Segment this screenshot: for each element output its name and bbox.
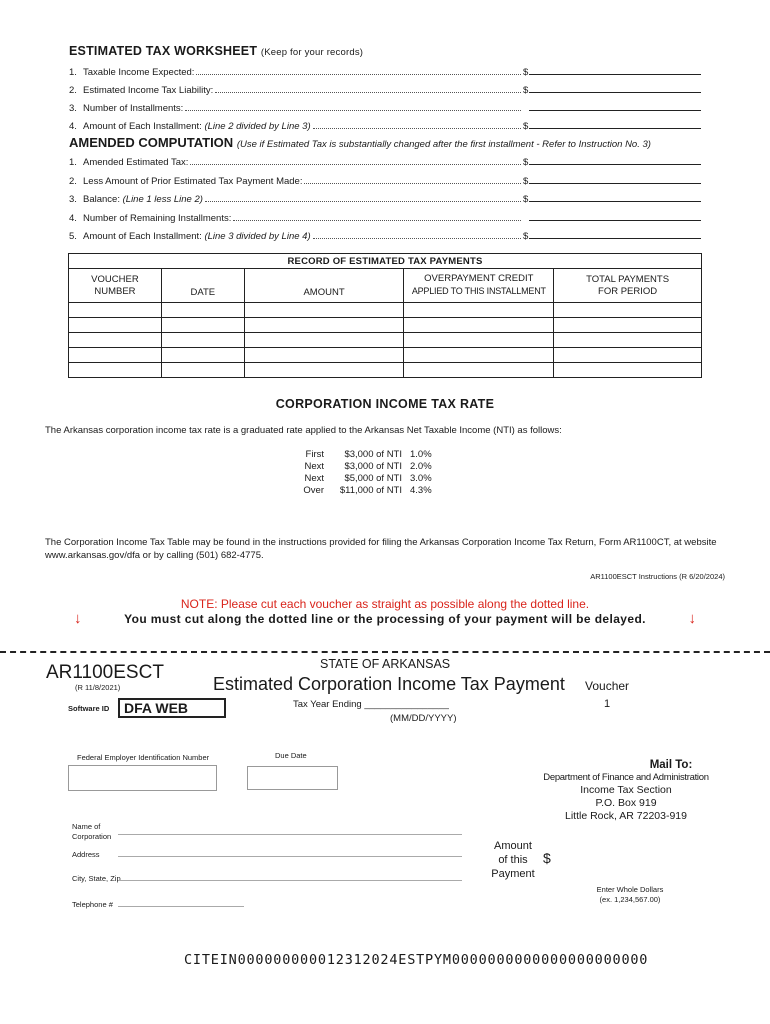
table-cell[interactable] bbox=[404, 303, 554, 318]
leader-dots bbox=[190, 163, 521, 165]
table-cell[interactable] bbox=[161, 303, 244, 318]
table-cell[interactable] bbox=[69, 333, 162, 348]
amount-label-3: Payment bbox=[491, 868, 535, 880]
worksheet-line bbox=[69, 173, 701, 187]
cut-warning bbox=[74, 610, 696, 627]
table-cell[interactable] bbox=[554, 363, 702, 378]
rate-section-title: CORPORATION INCOME TAX RATE bbox=[275, 397, 495, 411]
line-label: Number of Installments: bbox=[83, 103, 184, 114]
line-number: 2. bbox=[69, 175, 77, 187]
line-label: Taxable Income Expected: bbox=[83, 67, 195, 78]
table-cell[interactable] bbox=[161, 333, 244, 348]
line-label: Balance: (Line 1 less Line 2) bbox=[83, 194, 203, 205]
rate-table bbox=[300, 449, 452, 497]
rate-tier: Next bbox=[304, 473, 324, 484]
corp-name-label bbox=[72, 822, 111, 842]
arrow-down-icon: ↓ bbox=[688, 610, 696, 627]
due-date-input[interactable] bbox=[247, 766, 338, 790]
line-label: Amount of Each Installment: (Line 2 divided by Line 3) bbox=[83, 121, 311, 132]
table-cell[interactable] bbox=[244, 333, 404, 348]
table-cell[interactable] bbox=[404, 363, 554, 378]
worksheet-line bbox=[69, 191, 701, 205]
worksheet-line bbox=[69, 228, 701, 242]
amended-title bbox=[69, 135, 651, 150]
due-date-label: Due Date bbox=[275, 751, 307, 760]
table-row bbox=[69, 333, 702, 348]
line-number: 4. bbox=[69, 212, 77, 224]
leader-dots bbox=[215, 91, 521, 93]
fein-input[interactable] bbox=[68, 765, 217, 791]
table-cell[interactable] bbox=[69, 303, 162, 318]
line-entry-field[interactable] bbox=[529, 82, 701, 93]
col-date: DATE bbox=[161, 269, 244, 303]
col-amount: AMOUNT bbox=[244, 269, 404, 303]
state-label: STATE OF ARKANSAS bbox=[320, 657, 451, 671]
worksheet-line bbox=[69, 154, 701, 168]
amended-note: (Use if Estimated Tax is substantially changed after the first installment - Refer to Instruction No. 3) bbox=[236, 139, 651, 150]
line-number: 4. bbox=[69, 121, 77, 132]
amount-dollar-sign: $ bbox=[543, 850, 551, 866]
telephone-input[interactable] bbox=[118, 898, 244, 907]
whole-dollars-note bbox=[560, 885, 700, 905]
table-cell[interactable] bbox=[161, 348, 244, 363]
mail-line-section: Income Tax Section bbox=[580, 784, 672, 796]
rate-amount: $3,000 of NTI bbox=[344, 449, 402, 460]
tax-year-format: (MM/DD/YYYY) bbox=[390, 713, 457, 724]
line-label-note: (Line 2 divided by Line 3) bbox=[204, 121, 311, 132]
line-entry-field[interactable] bbox=[529, 173, 701, 184]
record-table bbox=[68, 253, 702, 378]
amount-label bbox=[488, 839, 538, 881]
worksheet-title bbox=[69, 44, 363, 58]
worksheet-line bbox=[69, 118, 701, 132]
leader-dots bbox=[205, 200, 521, 202]
table-row bbox=[69, 318, 702, 333]
tax-year-field[interactable]: ________________ bbox=[364, 699, 449, 710]
dollar-sign: $ bbox=[523, 231, 529, 242]
corp-name-label-1: Name of bbox=[72, 822, 101, 831]
line-number: 3. bbox=[69, 194, 77, 205]
worksheet-note: (Keep for your records) bbox=[260, 47, 364, 58]
table-cell[interactable] bbox=[554, 333, 702, 348]
mail-line-dept: Department of Finance and Administration bbox=[543, 772, 709, 783]
whole-dollars-1: Enter Whole Dollars bbox=[596, 885, 664, 894]
table-cell[interactable] bbox=[404, 318, 554, 333]
corp-name-input[interactable] bbox=[118, 826, 462, 835]
table-row bbox=[69, 363, 702, 378]
dollar-sign: $ bbox=[523, 121, 529, 132]
table-cell[interactable] bbox=[554, 318, 702, 333]
instructions-revision: AR1100ESCT Instructions (R 6/20/2024) bbox=[590, 572, 725, 581]
line-label-note: (Line 1 less Line 2) bbox=[122, 194, 203, 205]
city-state-zip-input[interactable] bbox=[118, 872, 462, 881]
worksheet-line bbox=[69, 82, 701, 96]
table-cell[interactable] bbox=[161, 363, 244, 378]
col-overpayment-credit: OVERPAYMENT CREDIT APPLIED TO THIS INSTALLMENT bbox=[404, 269, 554, 303]
line-entry-field[interactable] bbox=[529, 100, 701, 111]
mail-line-city: Little Rock, AR 72203-919 bbox=[565, 810, 687, 822]
rate-amount: $11,000 of NTI bbox=[339, 485, 402, 496]
line-label: Less Amount of Prior Estimated Tax Payment Made: bbox=[83, 175, 303, 187]
whole-dollars-2: (ex. 1,234,567.00) bbox=[599, 895, 661, 904]
table-row bbox=[69, 348, 702, 363]
line-label: Estimated Income Tax Liability: bbox=[83, 85, 214, 96]
amount-label-2: of this bbox=[498, 854, 528, 866]
rate-amount: $3,000 of NTI bbox=[344, 461, 402, 472]
tax-year-label: Tax Year Ending bbox=[293, 699, 362, 710]
line-number: 2. bbox=[69, 85, 77, 96]
arrow-down-icon: ↓ bbox=[74, 610, 82, 627]
line-entry-field[interactable] bbox=[529, 210, 701, 221]
line-entry-field[interactable] bbox=[529, 118, 701, 129]
line-number: 3. bbox=[69, 103, 77, 114]
line-label-note: (Line 3 divided by Line 4) bbox=[204, 231, 311, 242]
line-label: Amended Estimated Tax: bbox=[83, 157, 189, 168]
table-cell[interactable] bbox=[69, 363, 162, 378]
leader-dots bbox=[196, 73, 521, 75]
mail-to-label: Mail To: bbox=[649, 759, 693, 771]
table-cell[interactable] bbox=[554, 303, 702, 318]
voucher-label: Voucher bbox=[585, 679, 630, 693]
rate-percent: 2.0% bbox=[410, 461, 432, 472]
dotted-cut-line bbox=[0, 651, 770, 653]
line-entry-field[interactable] bbox=[529, 64, 701, 75]
line-entry-field[interactable] bbox=[529, 191, 701, 202]
line-entry-field[interactable] bbox=[529, 154, 701, 165]
table-cell[interactable] bbox=[404, 333, 554, 348]
worksheet-title-text: ESTIMATED TAX WORKSHEET bbox=[69, 44, 258, 58]
record-table-caption: RECORD OF ESTIMATED TAX PAYMENTS bbox=[69, 254, 702, 269]
table-cell[interactable] bbox=[69, 318, 162, 333]
software-id-label: Software ID bbox=[68, 704, 110, 713]
line-number: 5. bbox=[69, 231, 77, 242]
table-cell[interactable] bbox=[244, 348, 404, 363]
dollar-sign: $ bbox=[523, 85, 529, 96]
worksheet-line bbox=[69, 64, 701, 78]
rate-tier: Over bbox=[303, 485, 324, 496]
leader-dots bbox=[313, 237, 521, 239]
corp-name-label-2: Corporation bbox=[72, 832, 112, 841]
city-state-zip-label: City, State, Zip bbox=[72, 874, 121, 883]
voucher-title: Estimated Corporation Income Tax Payment bbox=[213, 674, 565, 694]
table-cell[interactable] bbox=[244, 318, 404, 333]
cut-note: NOTE: Please cut each voucher as straight as possible along the dotted line. bbox=[180, 597, 590, 611]
mail-to-block bbox=[536, 759, 716, 823]
mail-line-pobox: P.O. Box 919 bbox=[595, 797, 657, 809]
table-cell[interactable] bbox=[404, 348, 554, 363]
voucher-number: 1 bbox=[604, 698, 611, 710]
dollar-sign: $ bbox=[523, 67, 529, 78]
leader-dots bbox=[233, 219, 521, 221]
software-id-box: DFA WEB bbox=[118, 698, 226, 718]
scan-line: CITEIN000000000012312024ESTPYM0000000000000000000000 bbox=[184, 952, 649, 968]
rate-amount: $5,000 of NTI bbox=[344, 473, 402, 484]
rate-percent: 4.3% bbox=[410, 485, 432, 496]
col-total-payments: TOTAL PAYMENTS FOR PERIOD bbox=[554, 269, 702, 303]
fein-label: Federal Employer Identification Number bbox=[77, 753, 210, 762]
table-row bbox=[69, 303, 702, 318]
table-cell[interactable] bbox=[69, 348, 162, 363]
line-number: 1. bbox=[69, 157, 77, 168]
table-cell[interactable] bbox=[244, 363, 404, 378]
line-number: 1. bbox=[69, 67, 77, 78]
leader-dots bbox=[304, 182, 521, 184]
form-id: AR1100ESCT bbox=[46, 662, 164, 683]
line-entry-field[interactable] bbox=[529, 228, 701, 239]
telephone-label: Telephone # bbox=[72, 900, 113, 909]
tax-table-note: The Corporation Income Tax Table may be found in the instructions provided for filing the Arkansas Corporation Income Tax Return, Form AR1100CT, at website www.arkansas.gov/dfa or by calling (501) 682-4775. bbox=[45, 537, 717, 561]
dollar-sign: $ bbox=[523, 194, 529, 205]
dollar-sign: $ bbox=[523, 157, 529, 168]
table-cell[interactable] bbox=[161, 318, 244, 333]
table-cell[interactable] bbox=[554, 348, 702, 363]
tax-year-ending bbox=[293, 699, 449, 710]
worksheet-line bbox=[69, 100, 701, 114]
leader-dots bbox=[185, 109, 521, 111]
rate-tier: First bbox=[305, 449, 324, 460]
leader-dots bbox=[313, 127, 521, 129]
line-label: Number of Remaining Installments: bbox=[83, 212, 232, 224]
amount-label-1: Amount bbox=[494, 840, 532, 852]
form-revision: (R 11/8/2021) bbox=[75, 683, 121, 692]
rate-percent: 1.0% bbox=[410, 449, 432, 460]
address-label: Address bbox=[72, 850, 100, 859]
rate-percent: 3.0% bbox=[410, 473, 432, 484]
worksheet-line bbox=[69, 210, 701, 224]
table-cell[interactable] bbox=[244, 303, 404, 318]
line-label: Amount of Each Installment: (Line 3 divided by Line 4) bbox=[83, 231, 311, 242]
rate-tier: Next bbox=[304, 461, 324, 472]
cut-warning-text: You must cut along the dotted line or the processing of your payment will be delayed. bbox=[124, 611, 646, 626]
address-input[interactable] bbox=[118, 848, 462, 857]
col-voucher-number: VOUCHER NUMBER bbox=[69, 269, 162, 303]
rate-intro: The Arkansas corporation income tax rate is a graduated rate applied to the Arkansas Net Taxable Income (NTI) as follows: bbox=[45, 425, 562, 436]
amount-input[interactable] bbox=[556, 848, 702, 872]
amended-title-text: AMENDED COMPUTATION bbox=[69, 135, 234, 150]
dollar-sign: $ bbox=[523, 175, 529, 187]
